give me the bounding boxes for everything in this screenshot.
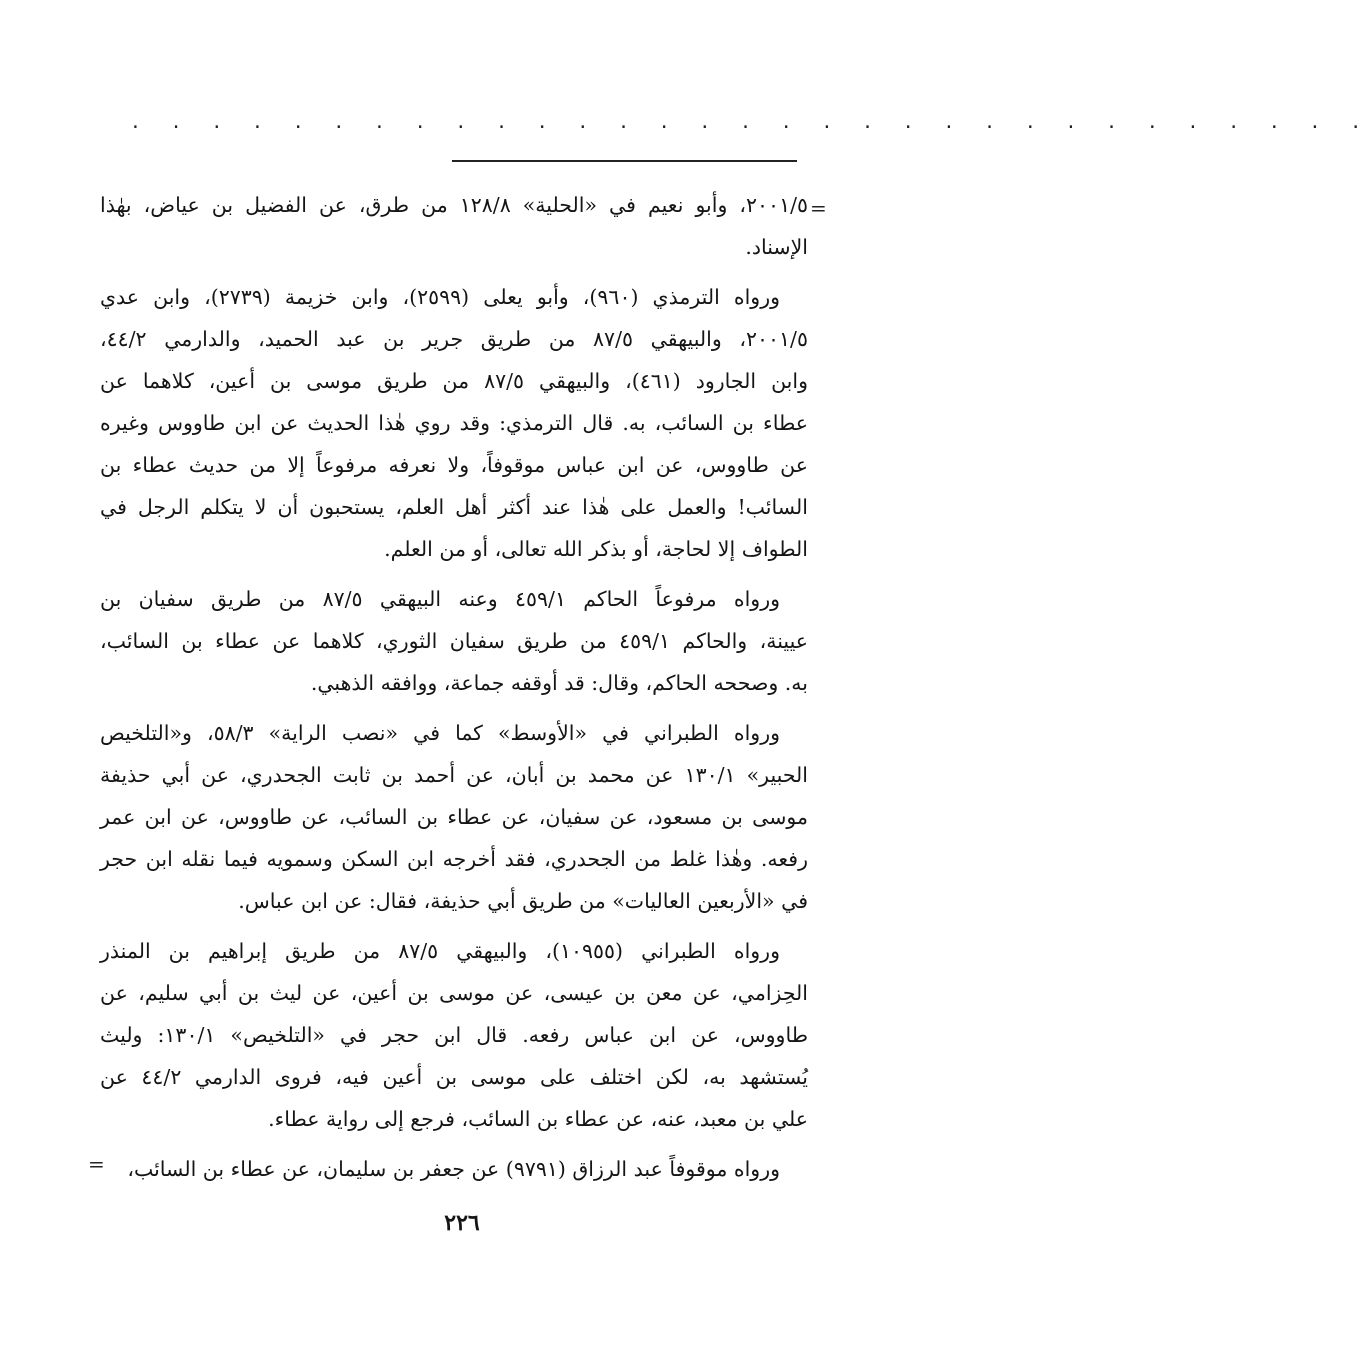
text-line: وابن الجارود (٤٦١)، والبيهقي ٨٧/٥ من طريق موسى بن أعين، كلاهما عن: [100, 369, 808, 393]
text-line: ورواه موقوفاً عبد الرزاق (٩٧٩١) عن جعفر بن سليمان، عن عطاء بن السائب،: [127, 1157, 780, 1181]
text-line: ورواه مرفوعاً الحاكم ٤٥٩/١ وعنه البيهقي ٨٧/٥ من طريق سفيان بن: [100, 587, 780, 611]
text-line: موسى بن مسعود، عن سفيان، عن عطاء بن السائب، عن طاووس، عن ابن عمر: [100, 805, 808, 829]
text-line: السائب! والعمل على هٰذا عند أكثر أهل العلم، يستحبون أن لا يتكلم الرجل في: [100, 495, 808, 519]
text-line: يُستشهد به، لكن اختلف على موسى بن أعين فيه، فروى الدارمي ٤٤/٢ عن: [100, 1065, 809, 1089]
continuation-mark-end: =: [88, 1152, 105, 1176]
paragraph: [100, 930, 808, 1140]
text-line: عيينة، والحاكم ٤٥٩/١ من طريق سفيان الثوري، كلاهما عن عطاء بن السائب،: [100, 629, 809, 653]
text-line: عطاء بن السائب، به. قال الترمذي: وقد روي هٰذا الحديث عن ابن طاووس وغيره: [100, 411, 808, 435]
text-line: الحِزامي، عن معن بن عيسى، عن موسى بن أعين، عن ليث بن أبي سليم، عن: [100, 981, 808, 1005]
continuation-mark-start: =: [810, 196, 827, 220]
text-line: في «الأربعين العاليات» من طريق أبي حذيفة، فقال: عن ابن عباس.: [238, 889, 808, 913]
footnote-body: [100, 184, 808, 1198]
paragraph: [100, 578, 808, 704]
page-number: ٢٢٦: [444, 1210, 480, 1236]
text-line: رفعه. وهٰذا غلط من الجحدري، فقد أخرجه ابن السكن وسمويه فيما نقله ابن حجر: [100, 847, 808, 871]
text-line: الإسناد.: [745, 235, 808, 259]
text-line: علي بن معبد، عنه، عن عطاء بن السائب، فرجع إلى رواية عطاء.: [268, 1107, 808, 1131]
text-line: الحبير» ١٣٠/١ عن محمد بن أبان، عن أحمد بن ثابت الجحدري، عن أبي حذيفة: [100, 763, 808, 787]
paragraph: [100, 712, 808, 922]
text-line: ٢٠٠١/٥، والبيهقي ٨٧/٥ من طريق جرير بن عبد الحميد، والدارمي ٤٤/٢،: [100, 327, 808, 351]
paragraph: [100, 184, 808, 268]
text-line: ورواه الترمذي (٩٦٠)، وأبو يعلى (٢٥٩٩)، وابن خزيمة (٢٧٣٩)، وابن عدي: [100, 285, 781, 309]
text-line: ورواه الطبراني (١٠٩٥٥)، والبيهقي ٨٧/٥ من طريق إبراهيم بن المنذر: [100, 939, 780, 963]
footnote-rule: [452, 160, 797, 162]
text-line: الطواف إلا لحاجة، أو بذكر الله تعالى، أو من العلم.: [384, 537, 808, 561]
paragraph: [100, 276, 808, 570]
text-line: عن طاووس، عن ابن عباس موقوفاً، ولا نعرفه مرفوعاً إلا من حديث عطاء بن: [100, 453, 808, 477]
text-line: ورواه الطبراني في «الأوسط» كما في «نصب الراية» ٥٨/٣، و«التلخيص: [100, 721, 780, 745]
text-line: طاووس، عن ابن عباس رفعه. قال ابن حجر في «التلخيص» ١٣٠/١: وليث: [100, 1023, 809, 1047]
text-line: به. وصححه الحاكم، وقال: قد أوقفه جماعة، ووافقه الذهبي.: [310, 671, 808, 695]
paragraph: [100, 1148, 808, 1190]
dotted-separator: . . . . . . . . . . . . . . . . . . . . . . . . . . . . . . .: [130, 112, 1371, 133]
text-line: ٢٠٠١/٥، وأبو نعيم في «الحلية» ١٢٨/٨ من طرق، عن الفضيل بن عياض، بهٰذا: [100, 193, 808, 217]
